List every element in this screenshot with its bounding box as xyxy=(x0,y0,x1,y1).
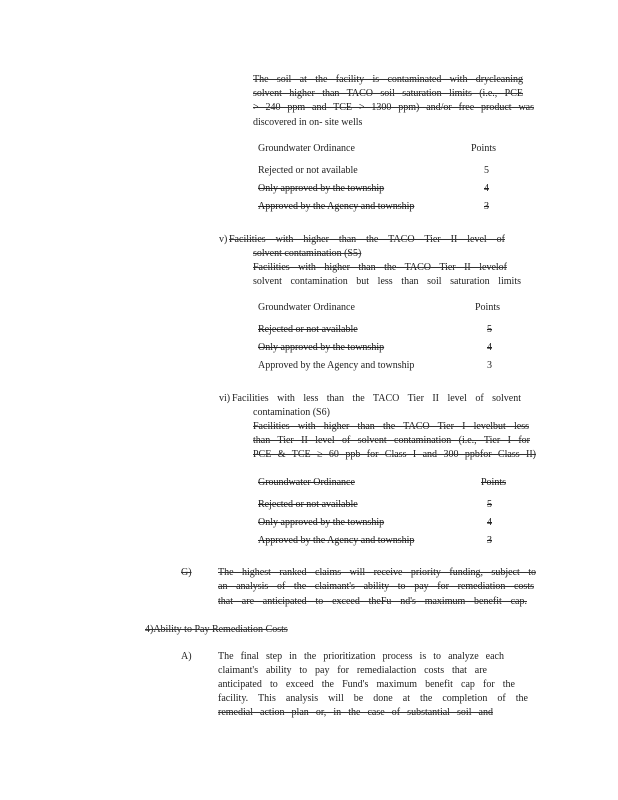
table-row xyxy=(258,165,489,177)
groundwater-table-3 xyxy=(258,477,506,552)
table-header xyxy=(258,302,500,314)
table-row xyxy=(258,499,492,511)
text-line: remedial action plan or, in the case of substantial soil and xyxy=(218,707,493,718)
table-row xyxy=(258,535,492,547)
table-header xyxy=(258,143,496,155)
text-line: The soil at the facility is contaminated with drycleaning xyxy=(253,74,523,85)
text-line: Facilities with higher than the TACO Tier II level of xyxy=(229,234,505,245)
row-points: 3 xyxy=(484,201,489,212)
table-row xyxy=(258,517,492,529)
groundwater-table-1 xyxy=(258,143,496,218)
table-row xyxy=(258,183,489,195)
table-row xyxy=(258,342,492,354)
text-line: discovered in on- site wells xyxy=(253,117,363,128)
table-row xyxy=(258,201,489,213)
row-label: Rejected or not available xyxy=(258,324,358,335)
text-line: facility. This analysis will be done at the completion of the xyxy=(218,693,528,704)
column-header-points: Points xyxy=(470,143,496,154)
row-points: 4 xyxy=(487,342,492,353)
column-header-points: Points xyxy=(480,477,506,488)
item-marker: A) xyxy=(181,651,192,662)
row-points: 5 xyxy=(484,165,489,176)
column-header-ordinance: Groundwater Ordinance xyxy=(258,302,355,313)
row-points: 3 xyxy=(487,535,492,546)
text-line: that are anticipated to exceed theFu nd's maximum benefit cap. xyxy=(218,596,527,607)
section-heading: 4)Ability to Pay Remediation Costs xyxy=(145,624,288,635)
column-header-ordinance: Groundwater Ordinance xyxy=(258,477,355,488)
row-label: Approved by the Agency and township xyxy=(258,535,415,546)
row-points: 3 xyxy=(487,360,492,371)
text-line: > 240 ppm and TCE > 1300 ppm) and/or free product was xyxy=(253,102,534,113)
text-line: solvent higher than TACO soil saturation limits (i.e., PCE xyxy=(253,88,523,99)
text-line: PCE & TCE ≥ 60 ppb for Class I and 300 ppbfor Class II) xyxy=(253,449,536,460)
text-line: Facilities with higher than the TACO Tier II levelof xyxy=(253,262,507,273)
table-row xyxy=(258,324,492,336)
table-row xyxy=(258,360,492,372)
row-label: Only approved by the township xyxy=(258,342,385,353)
row-label: Rejected or not available xyxy=(258,165,358,176)
text-line: anticipated to exceed the Fund's maximum benefit cap for the xyxy=(218,679,515,690)
text-line: The final step in the prioritization process is to analyze each xyxy=(218,651,504,662)
item-marker: vi) xyxy=(219,393,231,404)
row-label: Approved by the Agency and township xyxy=(258,360,415,371)
text-line: solvent contamination (S5) xyxy=(253,248,362,259)
text-line: than Tier II level of solvent contamination (i.e., Tier I for xyxy=(253,435,530,446)
row-label: Only approved by the township xyxy=(258,517,385,528)
column-header-ordinance: Groundwater Ordinance xyxy=(258,143,355,154)
text-line: solvent contamination but less than soil saturation limits xyxy=(253,276,521,287)
text-line: Facilities with less than the TACO Tier II level of solvent xyxy=(232,393,521,404)
groundwater-table-2 xyxy=(258,302,500,377)
row-label: Approved by the Agency and township xyxy=(258,201,415,212)
item-marker: G) xyxy=(181,567,192,578)
text-line: claimant's ability to pay for remedialaction costs that are xyxy=(218,665,487,676)
text-line: contamination (S6) xyxy=(253,407,330,418)
text-line: The highest ranked claims will receive priority funding, subject to xyxy=(218,567,536,578)
row-points: 4 xyxy=(484,183,489,194)
text-line: Facilities with higher than the TACO Tier I levelbut less xyxy=(253,421,529,432)
column-header-points: Points xyxy=(474,302,500,313)
text-line: an analysis of the claimant's ability to pay for remediation costs xyxy=(218,581,534,592)
row-label: Rejected or not available xyxy=(258,499,358,510)
row-points: 5 xyxy=(487,499,492,510)
table-header xyxy=(258,477,506,489)
item-marker: v) xyxy=(219,234,228,245)
row-label: Only approved by the township xyxy=(258,183,385,194)
row-points: 5 xyxy=(487,324,492,335)
row-points: 4 xyxy=(487,517,492,528)
